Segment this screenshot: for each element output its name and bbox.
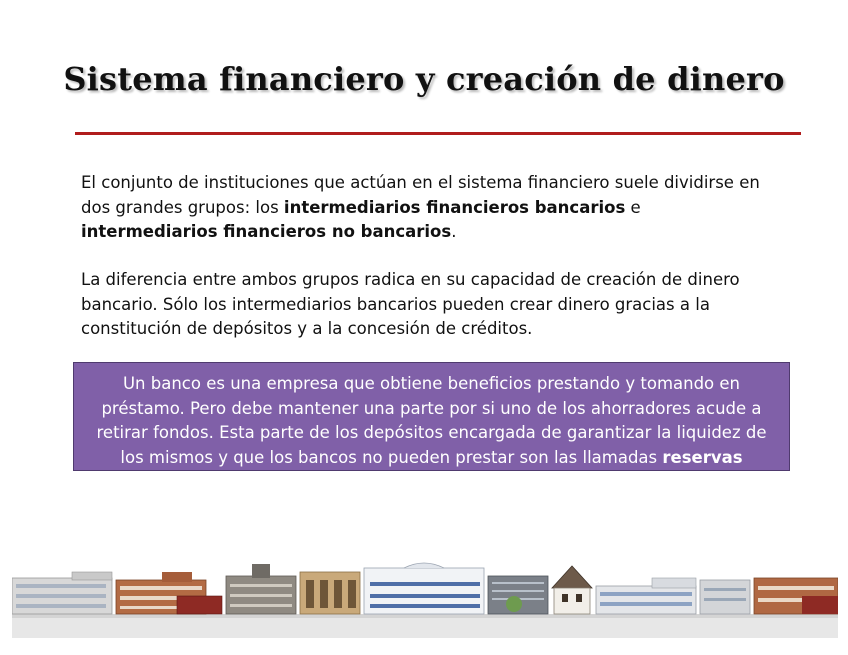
slide-title: Sistema financiero y creación de dinero <box>63 60 785 98</box>
paragraph-1-text-a: El conjunto de instituciones que actúan en el sistema financiero suele dividirse en dos grandes grupos: los <box>81 173 760 217</box>
paragraph-institutions <box>81 171 771 245</box>
paragraph-1-text-c: . <box>451 222 457 241</box>
callout-text-a: Un banco es una empresa que obtiene beneficios prestando y tomando en préstamo. Pero debe mantener una parte por si uno de los ahorradores acude a retirar fondos. Esta parte de los depósitos encargada de garantizar la liquidez de los mismos y que los bancos no pueden prestar son las llamadas <box>96 374 767 467</box>
title-divider <box>75 132 801 135</box>
callout-bank-reserves <box>73 362 790 491</box>
bold-term-nonbank-intermediaries: intermediarios financieros no bancarios <box>81 222 452 241</box>
bold-term-bank-intermediaries: intermediarios financieros bancarios <box>283 197 626 217</box>
paragraph-difference: La diferencia entre ambos grupos radica en su capacidad de creación de dinero bancario. Sólo los intermediarios bancarios pueden crear dinero gracias a la constitución de depósitos y a la concesión de créditos. <box>81 270 740 338</box>
buildings-strip-illustration <box>12 558 838 638</box>
callout-text-b: . <box>474 472 480 491</box>
bold-term-bank-reserves: reservas bancarias <box>383 447 743 491</box>
paragraph-1-text-b: e <box>625 197 641 217</box>
